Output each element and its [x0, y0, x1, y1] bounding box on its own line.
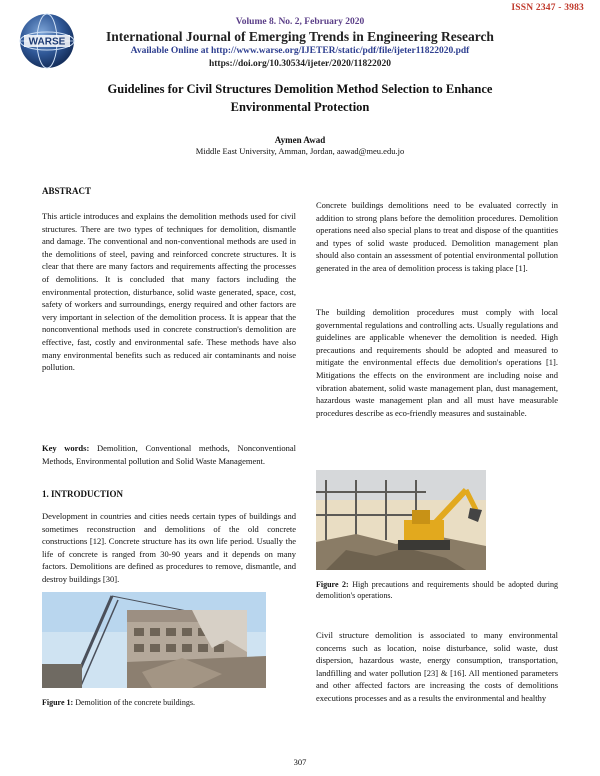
abstract-heading: ABSTRACT: [42, 186, 92, 196]
figure-1-caption: [42, 697, 296, 708]
logo-text: WARSE: [28, 36, 66, 48]
figure-1-label: Figure 1:: [42, 698, 74, 707]
volume-line: Volume 8. No. 2, February 2020: [235, 17, 365, 27]
figure-2-caption-text: High precautions and requirements should be adopted during demolition's operations.: [316, 580, 559, 600]
right-paragraph-2: The building demolition procedures must comply with local governmental regulations and controlling acts. Usually regulations and guidelines are applicable whenever the demolition is needed. High precautions and requirements should be adopted and measured to mitigate the environmental effects due demolition's operations [1]. Mitigations the effects on the environment are including noise and vibration abatement, solid waste management plan, dust management, hazardous waste management plan and all must have measurable procedures describe as eco-friendly measures and sustainable.: [316, 307, 558, 418]
right-paragraph-1: Concrete buildings demolitions need to be evaluated correctly in addition to strong plans before the demolition procedures. Demolition operations need also special plans to treat and dispose of the quantities and types of solid waste produced. Demolition management plan should also contain an assessment of potential environmental pollution generated in the area of demolition process is taking place [1].: [316, 200, 558, 273]
figure-2-image: [316, 470, 486, 570]
introduction-heading: 1. INTRODUCTION: [42, 489, 124, 499]
figure-1-image: [42, 592, 266, 688]
author-affiliation: Middle East University, Amman, Jordan, aawad@meu.edu.jo: [195, 146, 405, 156]
right-paragraph-3: Civil structure demolition is associated to many environmental concerns such as location, noise disturbance, solid waste, dust dispersion, hazardous waste, energy consumption, transportation, landfilling and water pollution [23] & [16]. All mentioned parameters and other affected factors are increasing the costs of demolitions executions processes and as a results the environmental and healthy: [316, 630, 558, 703]
keywords-text: Demolition, Conventional methods, Nonconventional Methods, Environmental pollution and Solid Waste Management.: [42, 443, 296, 466]
figure-1-caption-text: Demolition of the concrete buildings.: [75, 698, 195, 707]
figure-2-caption: [316, 579, 558, 601]
keywords: [42, 442, 296, 467]
page-number: 307: [293, 757, 307, 767]
keywords-label: Key words:: [42, 443, 90, 453]
doi-link[interactable]: https://doi.org/10.30534/ijeter/2020/11822020: [208, 59, 392, 69]
article-title: Guidelines for Civil Structures Demolition Method Selection to Enhance Environmental Protection: [107, 82, 493, 114]
available-online-link[interactable]: Available Online at http://www.warse.org/IJETER/static/pdf/file/ijeter11822020.pdf: [130, 46, 470, 56]
abstract-text: This article introduces and explains the demolition methods used for civil structures. There are two types of techniques for demolition, dismantle and damage. The conventional and non-conventional methods are used in the demolitions of steel, paving and reinforced concrete structures. It is clear that there are many factors and requirements affecting the processes of demolitions. It is concluded that many factors including the environmental protection, disturbance, solid waste generated, space, cost, safety of workers and surroundings, energy required and other factors are very important in selection of the demolition process. It is appear that the nonconventional methods used in concrete construction's demolition are effective, fast, costly and environmental safe. These methods have also many environmental benefits such as reduced air contaminants and noise pollution.: [42, 211, 296, 373]
introduction-text: Development in countries and cities needs certain types of buildings and sometimes reconstruction and demolitions of the old concrete constructions [12]. Concrete structure has its own life period. Usually the life of concrete is ranged from 30-90 years and it depends on many factors. Demolitions are defined as procedures to remove, dismantle, and destroy buildings [30].: [42, 511, 296, 584]
issn: ISSN 2347 - 3983: [511, 3, 584, 13]
author-name: Aymen Awad: [274, 135, 326, 145]
journal-name: International Journal of Emerging Trends in Engineering Research: [106, 29, 494, 44]
figure-2-label: Figure 2:: [316, 580, 349, 589]
